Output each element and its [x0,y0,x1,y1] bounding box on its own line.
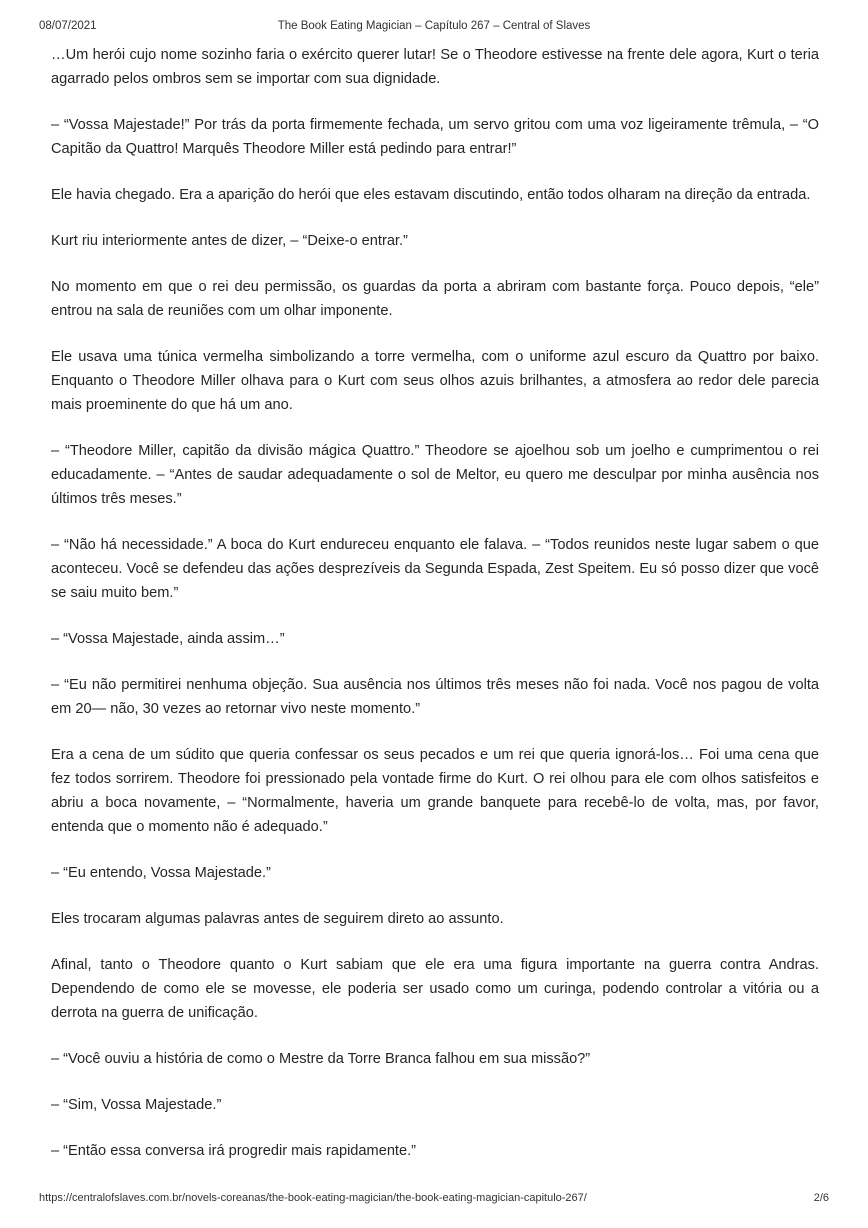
page-header [0,20,868,36]
page-title: The Book Eating Magician – Capítulo 267 – Central of Slaves [277,20,591,32]
paragraph: – “Não há necessidade.” A boca do Kurt endureceu enquanto ele falava. – “Todos reunidos neste lugar sabem o que aconteceu. Você se defendeu das ações desprezíveis da Segunda Espada, Zest Speitem. Eu só posso dizer que você se saiu muito bem.” [51,537,819,601]
paragraph: – “Vossa Majestade!” Por trás da porta firmemente fechada, um servo gritou com uma voz ligeiramente trêmula, – “O Capitão da Quattro! Marquês Theodore Miller está pedindo para entrar!” [51,117,819,157]
paragraph: …Um herói cujo nome sozinho faria o exército querer lutar! Se o Theodore estivesse na frente dele agora, Kurt o teria agarrado pelos ombros sem se importar com sua dignidade. [51,47,819,87]
page-url[interactable]: https://centralofslaves.com.br/novels-coreanas/the-book-eating-magician/the-book-eating-magician-capitulo-267/ [39,1192,587,1204]
article-body [51,43,819,1185]
paragraph: – “Sim, Vossa Majestade.” [51,1097,222,1113]
paragraph: – “Theodore Miller, capitão da divisão mágica Quattro.” Theodore se ajoelhou sob um joelho e cumprimentou o rei educadamente. – “Antes de saudar adequadamente o sol de Meltor, eu quero me desculpar por minha ausência nos últimos três meses.” [51,443,819,507]
paragraph: – “Eu entendo, Vossa Majestade.” [51,865,271,881]
print-date: 08/07/2021 [39,20,97,32]
paragraph: Kurt riu interiormente antes de dizer, – “Deixe-o entrar.” [51,233,408,249]
paragraph: Ele usava uma túnica vermelha simbolizando a torre vermelha, com o uniforme azul escuro da Quattro por baixo. Enquanto o Theodore Miller olhava para o Kurt com seus olhos azuis brilhantes, a atmosfera ao redor dele parecia mais proeminente do que há um ano. [51,349,819,413]
paragraph: Era a cena de um súdito que queria confessar os seus pecados e um rei que queria ignorá-los… Foi uma cena que fez todos sorrirem. Theodore foi pressionado pela vontade firme do Kurt. O rei olhou para ele com olhos satisfeitos e abriu a boca novamente, – “Normalmente, haveria um grande banquete para recebê-lo de volta, mas, por favor, entenda que o momento não é adequado.” [51,747,819,835]
paragraph: Ele havia chegado. Era a aparição do herói que eles estavam discutindo, então todos olharam na direção da entrada. [51,187,811,203]
page-number: 2/6 [813,1192,829,1204]
paragraph: – “Vossa Majestade, ainda assim…” [51,631,285,647]
paragraph: – “Então essa conversa irá progredir mais rapidamente.” [51,1143,417,1159]
paragraph: – “Eu não permitirei nenhuma objeção. Sua ausência nos últimos três meses não foi nada. Você nos pagou de volta em 20— não, 30 vezes ao retornar vivo neste momento.” [51,677,819,717]
page-footer [0,1192,868,1208]
paragraph: Afinal, tanto o Theodore quanto o Kurt sabiam que ele era uma figura importante na guerra contra Andras. Dependendo de como ele se movesse, ele poderia ser usado como um curinga, podendo controlar a vitória ou a derrota na guerra de unificação. [51,957,819,1021]
paragraph: Eles trocaram algumas palavras antes de seguirem direto ao assunto. [51,911,504,927]
paragraph: No momento em que o rei deu permissão, os guardas da porta a abriram com bastante força. Pouco depois, “ele” entrou na sala de reuniões com um olhar imponente. [51,279,819,319]
paragraph: – “Você ouviu a história de como o Mestre da Torre Branca falhou em sua missão?” [51,1051,591,1067]
